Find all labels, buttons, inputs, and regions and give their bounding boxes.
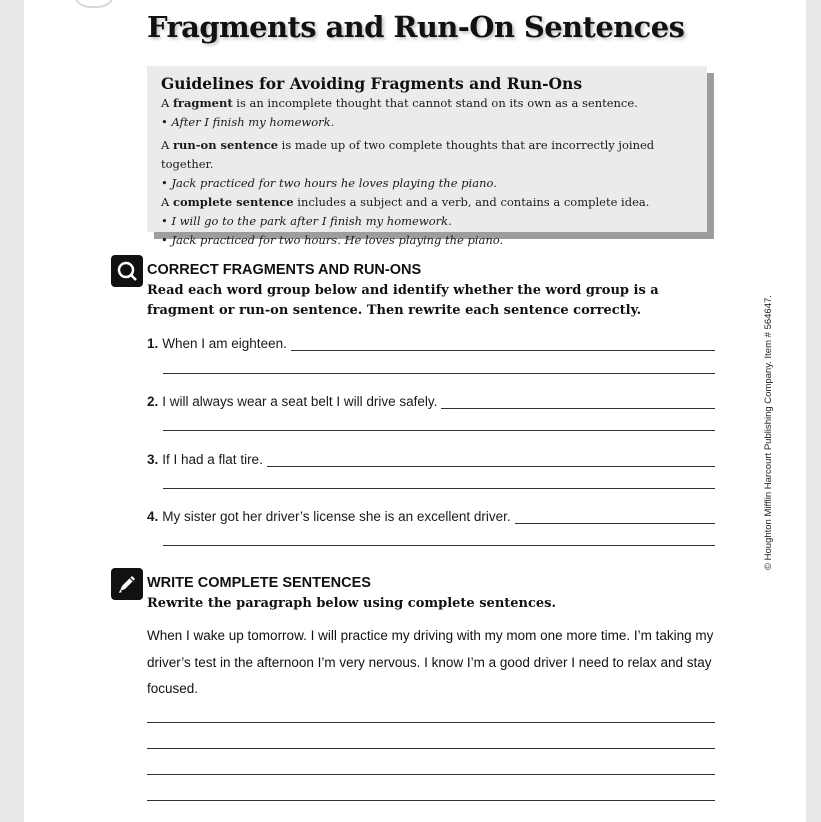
answer-field[interactable] [163,430,715,431]
list-item: 3. If I had a flat tire. [147,449,715,467]
page-title: Fragments and Run-On Sentences [147,10,685,44]
answer-field[interactable] [163,488,715,489]
fragment-example: • After I finish my homework. [161,115,335,129]
answer-field[interactable] [515,511,715,524]
answer-field[interactable] [147,800,715,801]
runon-definition: A run-on sentence is made up of two complete thoughts that are incorrectly joined together. [161,138,655,171]
list-item: 4. My sister got her driver’s license she is an excellent driver. [147,506,715,524]
section1-instructions: Read each word group below and identify whether the word group is a fragment or run-on sentence. Then rewrite each sentence correctly. [147,283,659,318]
list-item: 1. When I am eighteen. [147,333,715,351]
fragment-definition: A fragment is an incomplete thought that cannot stand on its own as a sentence. [161,96,638,110]
magnifier-icon [111,255,143,287]
copyright-notice: © Houghton Mifflin Harcourt Publishing Company. Item # 564647. [763,295,774,570]
guidelines-heading: Guidelines for Avoiding Fragments and Run-Ons [161,74,583,93]
answer-field[interactable] [163,545,715,546]
answer-field[interactable] [163,373,715,374]
page-corner-mark [72,0,116,8]
section2-instructions: Rewrite the paragraph below using complete sentences. [147,596,557,611]
pencil-icon [111,568,143,600]
answer-field[interactable] [291,338,715,351]
section2-title: WRITE COMPLETE SENTENCES [147,575,371,591]
complete-example-1: • I will go to the park after I finish my homework. [161,214,452,228]
answer-field[interactable] [147,748,715,749]
complete-example-2: • Jack practiced for two hours. He loves playing the piano. [161,233,504,247]
answer-field[interactable] [267,454,715,467]
answer-field[interactable] [147,722,715,723]
complete-definition: A complete sentence includes a subject and a verb, and contains a complete idea. [161,195,650,209]
guidelines-box [147,66,707,247]
section1-title: CORRECT FRAGMENTS AND RUN-ONS [147,262,422,278]
answer-field[interactable] [147,774,715,775]
paragraph-text: When I wake up tomorrow. I will practice my driving with my mom one more time. I’m taking my driver’s test in the afternoon I’m very nervous. I know I’m a good driver I need to relax and stay focused. [147,628,714,696]
runon-example: • Jack practiced for two hours he loves playing the piano. [161,176,497,190]
answer-field[interactable] [441,396,715,409]
list-item: 2. I will always wear a seat belt I will drive safely. [147,391,715,409]
